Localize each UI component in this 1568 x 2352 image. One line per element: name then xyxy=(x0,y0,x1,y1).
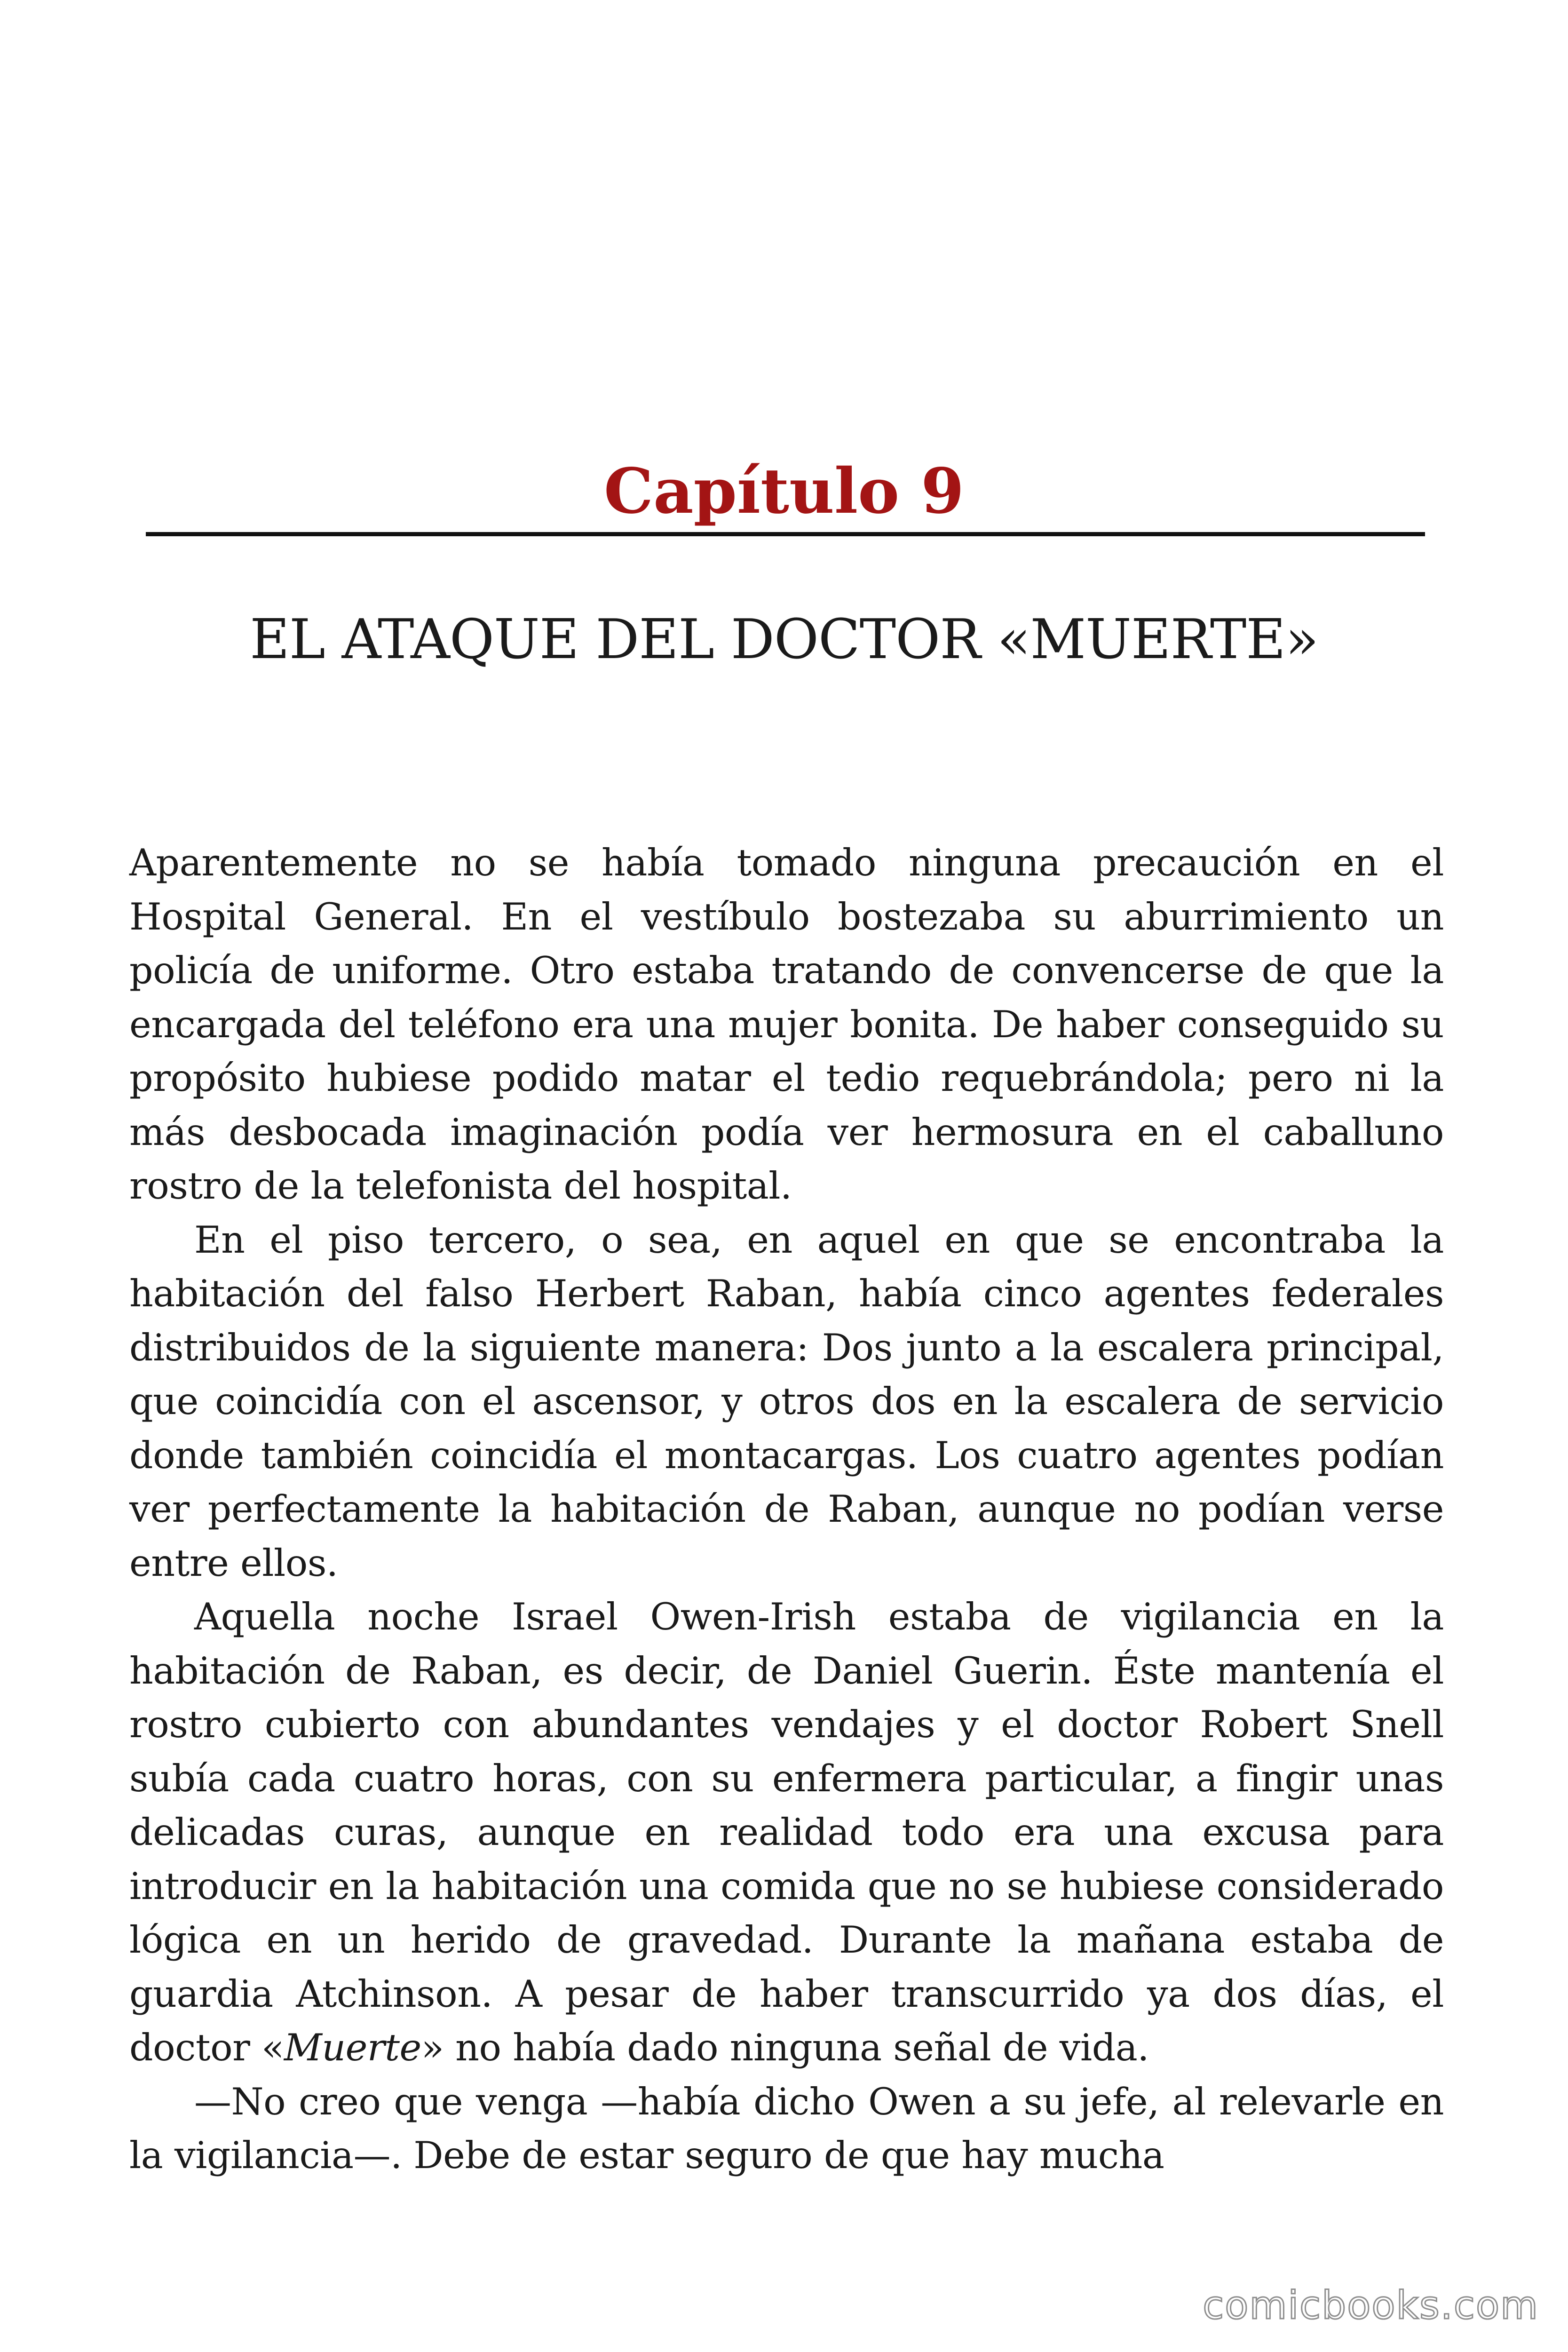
body-text xyxy=(129,836,1444,2183)
chapter-number: Capítulo 9 xyxy=(604,455,964,528)
chapter-title: EL ATAQUE DEL DOCTOR «MUERTE» xyxy=(250,608,1318,671)
emphasis-muerte: Muerte xyxy=(284,2026,421,2069)
paragraph-3 xyxy=(129,1590,1444,2075)
watermark-logo: comicbooks.com xyxy=(1203,2283,1539,2328)
chapter-divider xyxy=(146,532,1425,536)
paragraph-2: En el piso tercero, o sea, en aquel en que se encontraba la habitación del falso Herbert Raban, había cinco agentes federales distribuidos de la siguiente manera: Dos junto a la escalera principal, que coincidía con el ascensor, y otros dos en la escalera de servicio donde también coincidía el montacargas. Los cuatro agentes podían ver perfectamente la habitación de Raban, aunque no podían verse entre ellos. xyxy=(129,1218,1444,1585)
paragraph-4: —No creo que venga —había dicho Owen a su jefe, al relevarle en la vigilancia—. Debe de estar seguro de que hay mucha xyxy=(129,2080,1444,2177)
paragraph-1: Aparentemente no se había tomado ninguna precaución en el Hospital General. En el vestíbulo bostezaba su aburrimiento un policía de uniforme. Otro estaba tratando de convencerse de que la encargada del teléfono era una mujer bonita. De haber conseguido su propósito hubiese podido matar el tedio requebrándola; pero ni la más desbocada imaginación podía ver hermosura en el caballuno rostro de la telefonista del hospital. xyxy=(129,841,1444,1208)
paragraph-3-after: » no había dado ninguna señal de vida. xyxy=(421,2026,1149,2069)
paragraph-3-before: Aquella noche Israel Owen-Irish estaba de vigilancia en la habitación de Raban, es decir, de Daniel Guerin. Éste mantenía el rostro cubierto con abundantes vendajes y el doctor Robert Snell subía cada cuatro horas, con su enfermera particular, a fingir unas delicadas curas, aunque en realidad todo era una excusa para introducir en la habitación una comida que no se hubiese considerado lógica en un herido de gravedad. Durante la mañana estaba de guardia Atchinson. A pesar de haber transcurrido ya dos días, el doctor « xyxy=(129,1595,1444,2069)
